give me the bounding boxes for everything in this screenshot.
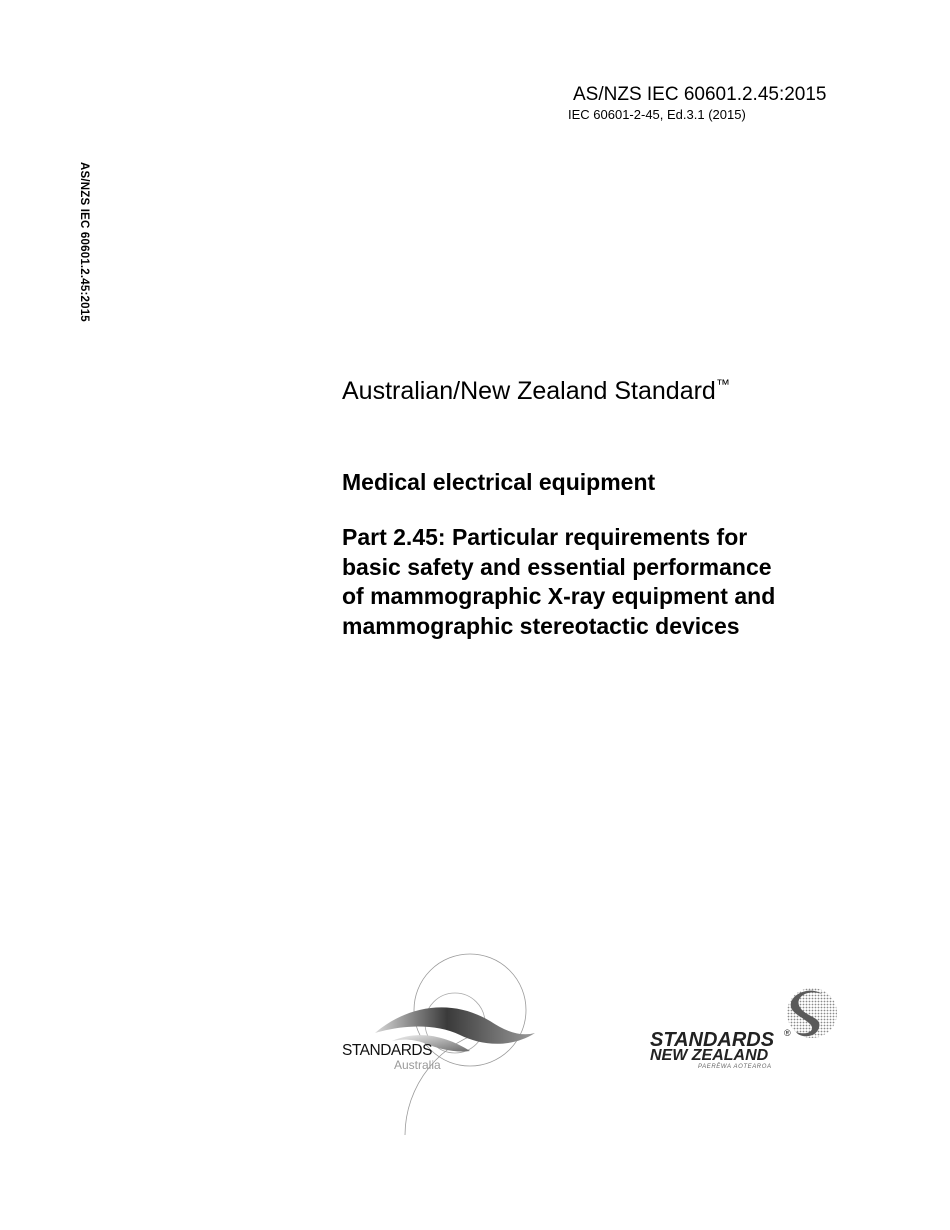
iec-reference: IEC 60601-2-45, Ed.3.1 (2015)	[568, 107, 746, 122]
document-title: Medical electrical equipment	[342, 469, 656, 495]
standards-new-zealand-logo	[640, 982, 850, 1072]
trademark-symbol: ™	[715, 376, 730, 392]
subtitle-line: basic safety and essential performance	[342, 553, 772, 580]
standards-australia-logo	[330, 945, 540, 1145]
spine-text: AS/NZS IEC 60601.2.45:2015	[78, 162, 90, 322]
logo-word-standards: STANDARDS	[342, 1042, 432, 1059]
logo-ribbon	[375, 1007, 535, 1043]
series-title	[342, 376, 730, 406]
subtitle-line: mammographic stereotactic devices	[342, 612, 740, 639]
logo-word-australia: Australia	[394, 1058, 441, 1072]
logo-word-standards: STANDARDS	[650, 1029, 775, 1051]
logo-tagline: PAERĒWA AOTEAROA	[698, 1064, 772, 1070]
logo-word-new-zealand: NEW ZEALAND	[650, 1047, 769, 1064]
subtitle-line: of mammographic X-ray equipment and	[342, 583, 776, 609]
standard-number: AS/NZS IEC 60601.2.45:2015	[573, 84, 827, 105]
document-subtitle	[342, 523, 862, 641]
registered-mark: ®	[784, 1028, 791, 1038]
subtitle-line: Part 2.45: Particular requirements for	[342, 524, 748, 550]
spine-label	[76, 162, 92, 352]
series-title-text: Australian/New Zealand Standard	[342, 377, 716, 405]
